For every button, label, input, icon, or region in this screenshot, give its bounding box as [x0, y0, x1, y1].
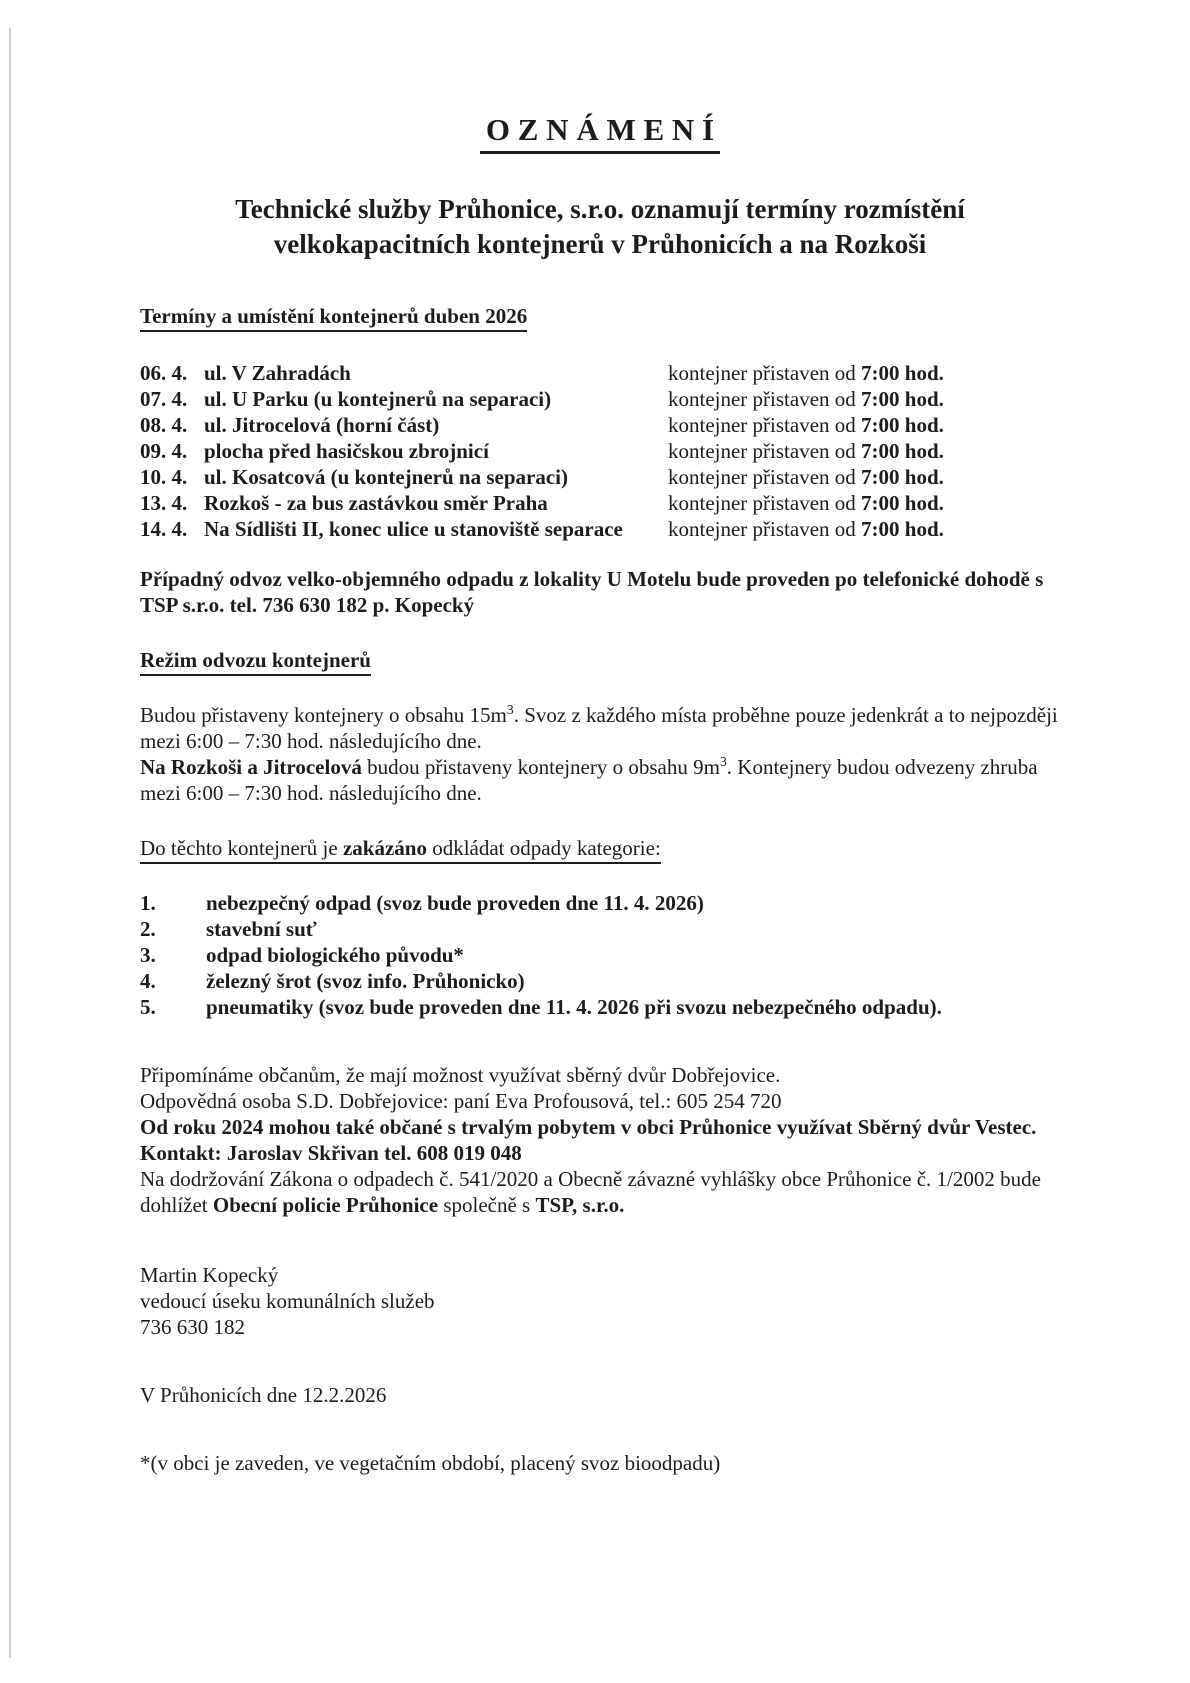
- regime-text: budou přistaveny kontejnery o obsahu 9m: [361, 755, 720, 779]
- cubic-meter-superscript: 3: [719, 754, 727, 769]
- row-note-text: kontejner přistaven od: [668, 439, 862, 463]
- row-location: ul. Jitrocelová (horní část): [204, 413, 440, 437]
- schedule-row: [140, 438, 1060, 464]
- row-note-text: kontejner přistaven od: [668, 517, 862, 541]
- place-date: V Průhonicích dne 12.2.2026: [140, 1383, 387, 1407]
- item-text: pneumatiky (svoz bude proveden dne 11. 4. 2026 při svozu nebezpečného odpadu).: [206, 995, 942, 1019]
- prohibited-heading-text: odkládat odpady kategorie:: [426, 836, 661, 860]
- notice-title: O Z N Á M E N Í: [480, 112, 720, 154]
- row-time: 7:00 hod.: [861, 491, 944, 515]
- item-number: 3.: [140, 943, 156, 967]
- item-number: 1.: [140, 891, 156, 915]
- schedule-row: [140, 490, 1060, 516]
- list-item: [140, 968, 1060, 994]
- regime-text: Budou přistaveny kontejnery o obsahu 15m: [140, 703, 507, 727]
- row-note: [668, 464, 944, 490]
- regime-sentence-1: [140, 702, 1060, 754]
- row-location: Rozkoš - za bus zastávkou směr Praha: [204, 491, 548, 515]
- row-note: [668, 412, 944, 438]
- schedule-row: [140, 360, 1060, 386]
- notice-subtitle-line2: velkokapacitních kontejnerů v Průhonicích a na Rozkoši: [273, 229, 927, 259]
- signature-phone: 736 630 182: [140, 1315, 245, 1339]
- row-note-text: kontejner přistaven od: [668, 491, 862, 515]
- list-item: [140, 994, 1060, 1020]
- regime-heading-wrap: [140, 648, 1060, 676]
- row-location: Na Sídlišti II, konec ulice u stanoviště separace: [204, 517, 623, 541]
- row-date: 14. 4.: [140, 517, 188, 541]
- prohibited-list: [140, 890, 1060, 1020]
- row-date: 06. 4.: [140, 361, 188, 385]
- row-location: ul. Kosatcová (u kontejnerů na separaci): [204, 465, 568, 489]
- title-wrap: [140, 112, 1060, 154]
- regime-heading: Režim odvozu kontejnerů: [140, 648, 371, 676]
- row-time: 7:00 hod.: [861, 413, 944, 437]
- info-vestec-bold: Od roku 2024 mohou také občané s trvalým pobytem v obci Průhonice využívat Sběrný dvůr Vestec. Kontakt: Jaroslav Skřivan tel. 608 019 048: [140, 1115, 1037, 1165]
- prohibited-heading-bold: zakázáno: [342, 836, 427, 860]
- item-number: 5.: [140, 995, 156, 1019]
- prohibited-heading: [140, 836, 661, 864]
- row-date: 07. 4.: [140, 387, 188, 411]
- schedule-row: [140, 386, 1060, 412]
- law-police-bold: Obecní policie Průhonice: [212, 1193, 439, 1217]
- row-time: 7:00 hod.: [861, 439, 944, 463]
- item-text: nebezpečný odpad (svoz bude proveden dne 11. 4. 2026): [206, 891, 704, 915]
- row-date: 09. 4.: [140, 439, 188, 463]
- row-location: ul. V Zahradách: [204, 361, 351, 385]
- row-time: 7:00 hod.: [861, 361, 944, 385]
- signature-block: [140, 1262, 1060, 1340]
- notice-subtitle-line1: Technické služby Průhonice, s.r.o. oznamují termíny rozmístění: [235, 194, 965, 224]
- schedule-row: [140, 412, 1060, 438]
- regime-bold-locations: Na Rozkoši a Jitrocelová: [140, 755, 362, 779]
- schedule-heading-wrap: [140, 304, 1060, 332]
- row-note-text: kontejner přistaven od: [668, 413, 862, 437]
- row-date: 08. 4.: [140, 413, 188, 437]
- item-text: stavební suť: [206, 917, 317, 941]
- schedule-heading: Termíny a umístění kontejnerů duben 2026: [140, 304, 527, 332]
- schedule-row: [140, 464, 1060, 490]
- item-number: 4.: [140, 969, 156, 993]
- regime-sentence-2: [140, 754, 1060, 806]
- prohibited-heading-wrap: [140, 836, 1060, 864]
- row-note-text: kontejner přistaven od: [668, 465, 862, 489]
- signature-name: Martin Kopecký: [140, 1263, 279, 1287]
- regime-text: . Svoz z každého místa proběhne pouze jedenkrát a to nejpozději mezi 6:00 – 7:30 hod. následujícího dne.: [140, 703, 1058, 753]
- row-date: 13. 4.: [140, 491, 188, 515]
- row-location: plocha před hasičskou zbrojnicí: [204, 439, 489, 463]
- row-location: ul. U Parku (u kontejnerů na separaci): [204, 387, 552, 411]
- list-item: [140, 890, 1060, 916]
- row-note-text: kontejner přistaven od: [668, 361, 862, 385]
- info-block: [140, 1062, 1060, 1218]
- row-time: 7:00 hod.: [861, 465, 944, 489]
- row-time: 7:00 hod.: [861, 387, 944, 411]
- notice-subtitle: [140, 192, 1060, 262]
- item-text: odpad biologického původu*: [206, 943, 464, 967]
- row-time: 7:00 hod.: [861, 517, 944, 541]
- regime-text: . Kontejnery budou odvezeny zhruba mezi 6:00 – 7:30 hod. následujícího dne.: [140, 755, 1038, 805]
- row-note: [668, 438, 944, 464]
- info-line-contact: Odpovědná osoba S.D. Dobřejovice: paní Eva Profousová, tel.: 605 254 720: [140, 1089, 782, 1113]
- row-date: 10. 4.: [140, 465, 188, 489]
- item-text: železný šrot (svoz info. Průhonicko): [206, 969, 525, 993]
- law-text: Na dodržování Zákona o odpadech č. 541/2020 a Obecně závazné vyhlášky obce Průhonice č. 1/2002 bude dohlížet: [140, 1167, 1041, 1217]
- list-item: [140, 942, 1060, 968]
- motel-note-paragraph: Případný odvoz velko-objemného odpadu z lokality U Motelu bude proveden po telefonické dohodě s TSP s.r.o. tel. 736 630 182 p. Kopecký: [140, 567, 1044, 617]
- prohibited-heading-text: Do těchto kontejnerů je: [140, 836, 343, 860]
- row-note-text: kontejner přistaven od: [668, 387, 862, 411]
- info-law-line: [140, 1166, 1060, 1218]
- signature-role: vedoucí úseku komunálních služeb: [140, 1289, 435, 1313]
- law-text: společně s: [438, 1193, 536, 1217]
- footnote: *(v obci je zaveden, ve vegetačním období, placený svoz bioodpadu): [140, 1451, 721, 1475]
- cubic-meter-superscript: 3: [506, 702, 514, 717]
- law-tsp-bold: TSP, s.r.o.: [535, 1193, 625, 1217]
- regime-paragraph: [140, 702, 1060, 806]
- row-note: [668, 386, 944, 412]
- list-item: [140, 916, 1060, 942]
- row-note: [668, 516, 944, 542]
- schedule-list: [140, 360, 1060, 542]
- schedule-row: [140, 516, 1060, 542]
- row-note: [668, 490, 944, 516]
- row-note: [668, 360, 944, 386]
- item-number: 2.: [140, 917, 156, 941]
- info-line-dobrejovice: Připomínáme občanům, že mají možnost využívat sběrný dvůr Dobřejovice.: [140, 1063, 781, 1087]
